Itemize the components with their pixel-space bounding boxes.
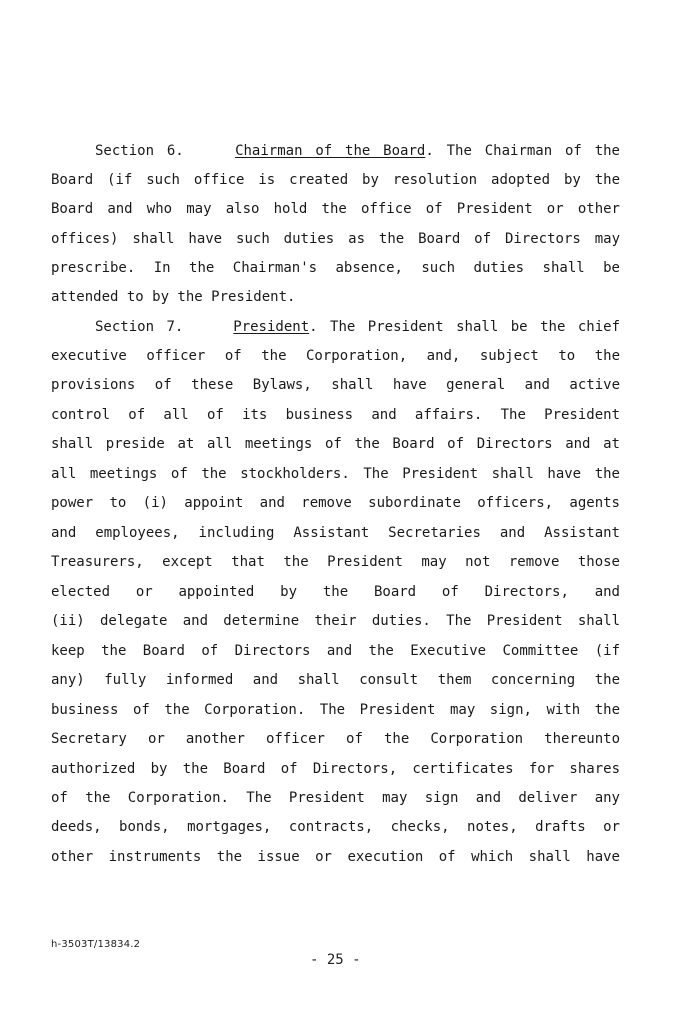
section-7-line-12: any) fully informed and shall consult them concerning the	[51, 672, 620, 688]
section-6-title: Chairman of the Board	[235, 143, 426, 159]
section-7-title: President	[233, 319, 310, 335]
section-7-line-17: deeds, bonds, mortgages, contracts, checks, notes, drafts or	[51, 819, 620, 835]
section-7-line-4: shall preside at all meetings of the Board of Directors and at	[51, 436, 620, 452]
section-7-lead: Section 7.	[95, 319, 184, 335]
section-7-line-14: Secretary or another officer of the Corporation thereunto	[51, 731, 620, 747]
section-6-heading-tail: . The Chairman of the	[425, 143, 620, 159]
section-7-line-18: other instruments the issue or execution of which shall have	[51, 849, 620, 865]
section-6-lead: Section 6.	[95, 143, 184, 159]
page-number: - 25 -	[310, 952, 361, 968]
section-7-line-10: (ii) delegate and determine their duties. The President shall	[51, 613, 620, 629]
section-6-heading-line	[95, 142, 620, 160]
section-6-line-5: attended to by the President.	[51, 289, 296, 305]
section-6-line-1: Board (if such office is created by resolution adopted by the	[51, 172, 620, 188]
section-7-line-2: provisions of these Bylaws, shall have general and active	[51, 377, 620, 393]
section-7-line-1: executive officer of the Corporation, and, subject to the	[51, 348, 620, 364]
section-7-line-3: control of all of its business and affairs. The President	[51, 407, 620, 423]
section-7-heading-tail: . The President shall be the chief	[309, 319, 620, 335]
section-6-line-3: offices) shall have such duties as the Board of Directors may	[51, 231, 620, 247]
section-7-line-11: keep the Board of Directors and the Executive Committee (if	[51, 643, 620, 659]
document-code: h-3503T/13834.2	[51, 939, 141, 950]
section-7-line-7: and employees, including Assistant Secretaries and Assistant	[51, 525, 620, 541]
section-7-line-9: elected or appointed by the Board of Directors, and	[51, 584, 620, 600]
section-7-line-6: power to (i) appoint and remove subordinate officers, agents	[51, 495, 620, 511]
section-7-line-16: of the Corporation. The President may sign and deliver any	[51, 790, 620, 806]
section-7-line-5: all meetings of the stockholders. The President shall have the	[51, 466, 620, 482]
section-7-line-8: Treasurers, except that the President may not remove those	[51, 554, 620, 570]
section-7-line-13: business of the Corporation. The President may sign, with the	[51, 702, 620, 718]
section-6-line-2: Board and who may also hold the office of President or other	[51, 201, 620, 217]
section-6-line-4: prescribe. In the Chairman's absence, such duties shall be	[51, 260, 620, 276]
section-7-line-15: authorized by the Board of Directors, certificates for shares	[51, 761, 620, 777]
section-7-heading-line	[95, 318, 620, 336]
